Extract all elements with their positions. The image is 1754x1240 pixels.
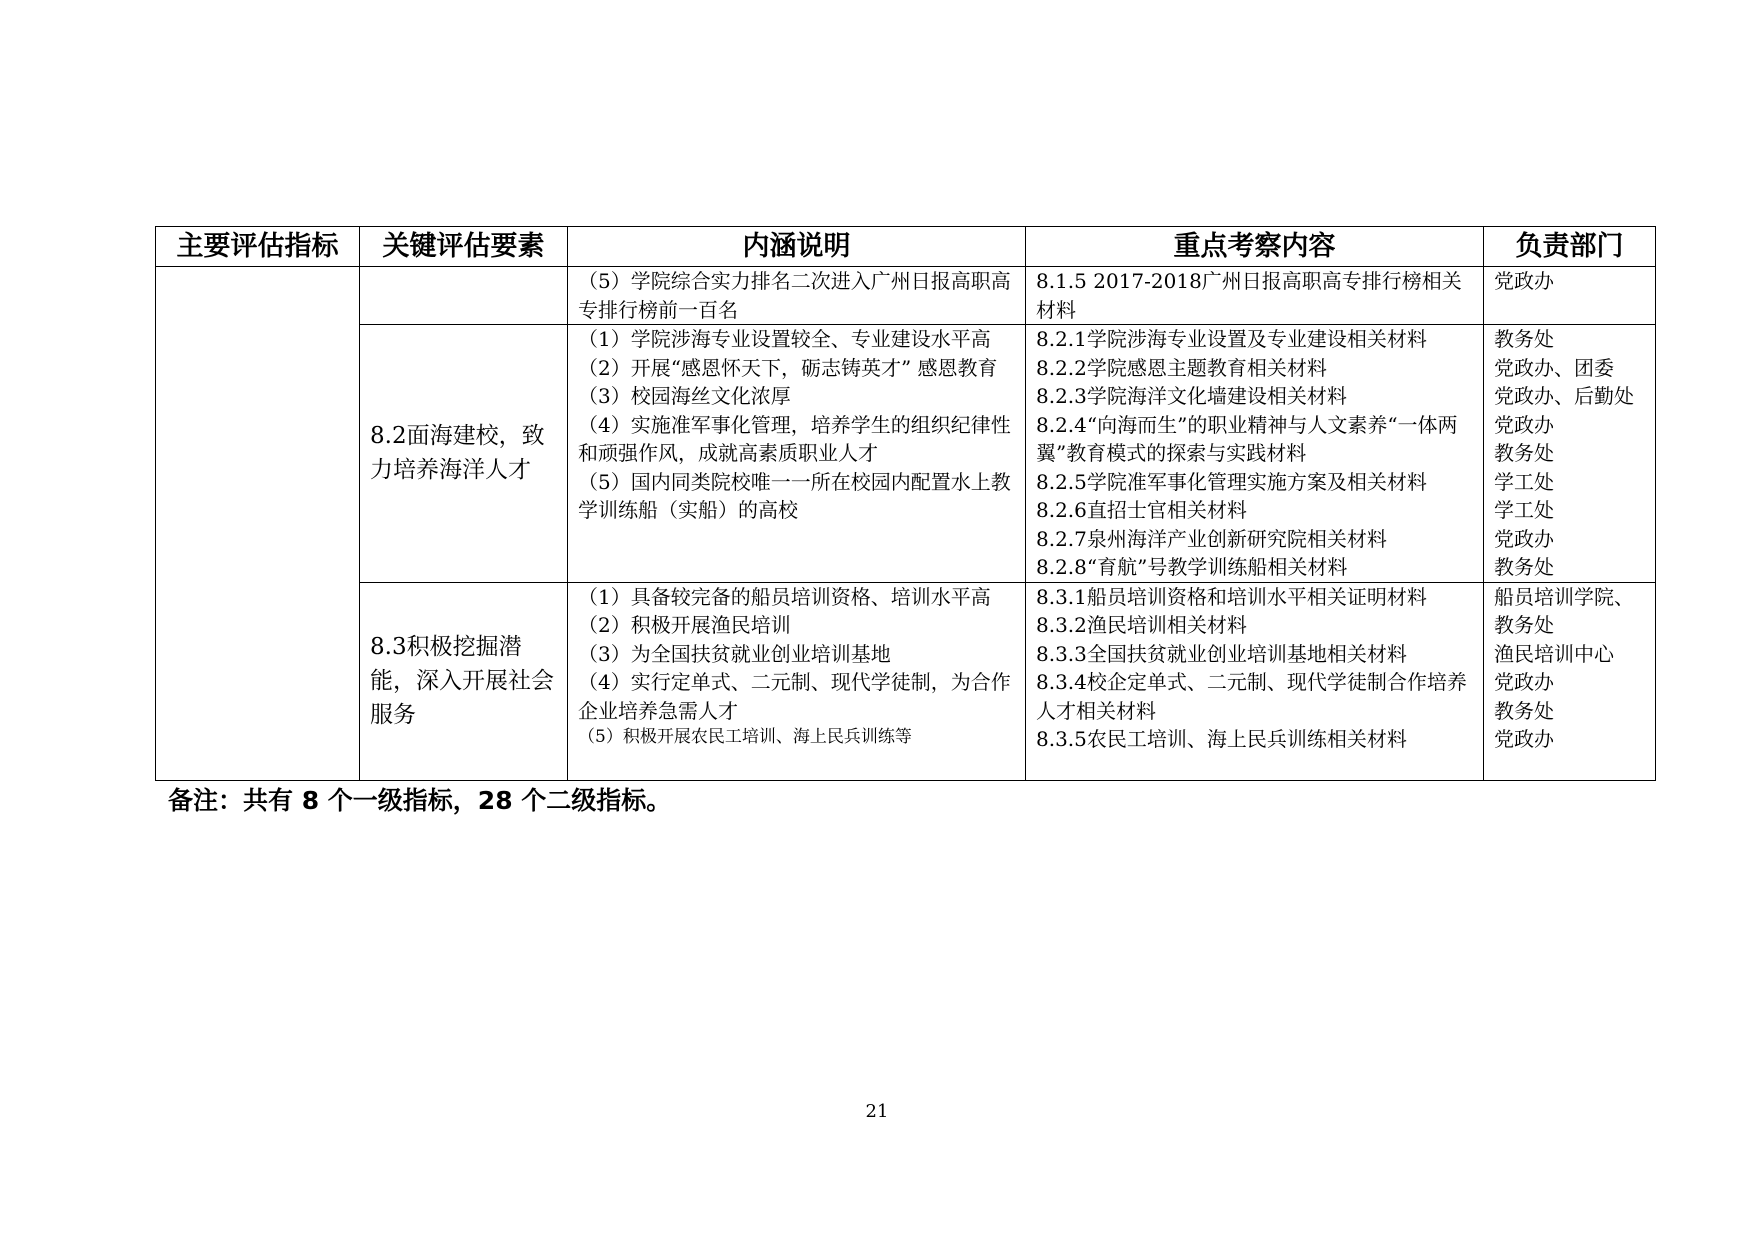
table-row-8-2 [156,325,1656,583]
review-line: 8.2.8“育航”号教学训练船相关材料 [1036,555,1348,579]
description-cell [568,267,1026,325]
department-line: 党政办 [1494,526,1554,551]
review-line: 8.2.4“向海而生”的职业精神与人文素养“一体两翼”教育模式的探索与实践材料 [1036,412,1458,465]
description-line: （2）开展“感恩怀天下，砺志铸英才” 感恩教育 [578,355,998,380]
review-line: 8.2.2学院感恩主题教育相关材料 [1036,355,1327,380]
review-cell-8-2 [1026,325,1484,583]
key-element-cell-empty [360,267,568,325]
review-line: 8.2.1学院涉海专业设置及专业建设相关材料 [1036,327,1427,351]
description-line: （4）实施准军事化管理，培养学生的组织纪律性和顽强作风，成就高素质职业人才 [578,412,1011,465]
department-line: 教务处 [1494,441,1554,465]
description-line: （5）学院综合实力排名二次进入广州日报高职高专排行榜前一百名 [578,269,1011,322]
review-line: 8.3.3全国扶贫就业创业培训基地相关材料 [1036,641,1407,666]
description-line: （1）具备较完备的船员培训资格、培训水平高 [578,584,991,609]
key-element-cell-8-3: 8.3积极挖掘潜能，深入开展社会服务 [360,582,568,780]
department-line: 党政办 [1494,269,1554,293]
review-line: 8.2.6直招士官相关材料 [1036,498,1247,522]
department-line: 船员培训学院、教务处 [1494,584,1634,637]
header-key-element: 关键评估要素 [360,227,568,267]
table-footnote: 备注：共有 8 个一级指标，28 个二级指标。 [168,786,672,815]
header-review-content: 重点考察内容 [1026,227,1484,267]
description-cell-8-2 [568,325,1026,583]
department-line: 渔民培训中心 [1494,641,1614,666]
table-header-row [156,227,1656,267]
header-main-indicator: 主要评估指标 [156,227,360,267]
description-line-small: （5）积极开展农民工培训、海上民兵训练等 [578,727,912,747]
department-line: 学工处 [1494,469,1554,494]
department-line: 教务处 [1494,698,1554,723]
review-line: 8.1.5 2017-2018广州日报高职高专排行榜相关材料 [1036,269,1462,322]
department-line: 党政办 [1494,670,1554,694]
description-line: （3）校园海丝文化浓厚 [578,384,791,408]
page-number: 21 [865,1101,889,1122]
evaluation-table [155,226,1656,781]
review-line: 8.3.5农民工培训、海上民兵训练相关材料 [1036,727,1407,751]
department-line: 教务处 [1494,327,1554,351]
description-line: （5）国内同类院校唯一一所在校园内配置水上教学训练船（实船）的高校 [578,469,1011,522]
department-cell [1484,267,1656,325]
key-element-cell-8-2: 8.2面海建校，致力培养海洋人才 [360,325,568,583]
review-line: 8.3.4校企定单式、二元制、现代学徒制合作培养人才相关材料 [1036,670,1467,723]
department-line: 学工处 [1494,498,1554,522]
review-line: 8.3.2渔民培训相关材料 [1036,613,1247,637]
header-department: 负责部门 [1484,227,1656,267]
table-row-8-3 [156,582,1656,780]
review-line: 8.3.1船员培训资格和培训水平相关证明材料 [1036,584,1427,609]
department-line: 党政办、后勤处 [1494,384,1634,408]
department-line: 教务处 [1494,555,1554,579]
description-line: （3）为全国扶贫就业创业培训基地 [578,641,891,666]
main-indicator-cell [156,267,360,781]
description-line: （4）实行定单式、二元制、现代学徒制，为合作企业培养急需人才 [578,670,1011,723]
table-row-8-1-continued [156,267,1656,325]
department-line: 党政办、团委 [1494,355,1614,380]
department-cell-8-2 [1484,325,1656,583]
description-line: （2）积极开展渔民培训 [578,613,791,637]
review-line: 8.2.7泉州海洋产业创新研究院相关材料 [1036,526,1387,551]
department-line: 党政办 [1494,727,1554,751]
header-description: 内涵说明 [568,227,1026,267]
description-line: （1）学院涉海专业设置较全、专业建设水平高 [578,327,991,351]
review-cell [1026,267,1484,325]
review-line: 8.2.5学院准军事化管理实施方案及相关材料 [1036,469,1427,494]
review-line: 8.2.3学院海洋文化墙建设相关材料 [1036,384,1347,408]
evaluation-table-wrapper [155,226,1655,781]
department-line: 党政办 [1494,412,1554,437]
department-cell-8-3 [1484,582,1656,780]
review-cell-8-3 [1026,582,1484,780]
description-cell-8-3 [568,582,1026,780]
